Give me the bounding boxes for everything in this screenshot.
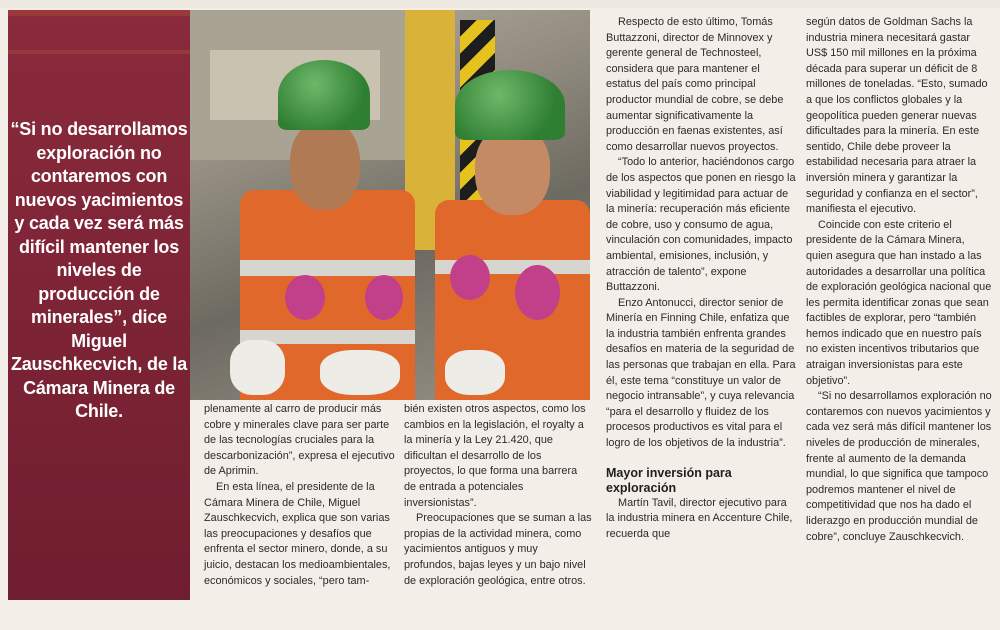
top-border <box>0 0 1000 8</box>
paragraph: Preocupaciones que se suman a las propias de la actividad minera, como yacimientos antiguos y muy profundos, bajas leyes y un bajo nivel de exploración geológica, entre otros. <box>404 512 592 587</box>
paragraph: Respecto de esto último, Tomás Buttazzoni, director de Minnovex y gerente general de Technosteel, considera que para mantener el estatus del país como principal productor mundial de cobre, se debe aumentar significativamente la producción en faenas existentes, así como desarrollar nuevos proyectos. <box>606 16 784 153</box>
article-column-3 <box>606 15 796 542</box>
paragraph: “Si no desarrollamos exploración no contaremos con nuevos yacimientos y cada vez será más difícil mantener los niveles de producción de minerales, frente al aumento de la demanda mundial, lo que significa que tampoco podremos mantener el nivel de competitividad que nos ha dado el liderazgo en producción mundial de cobre”, concluye Zauschkecvich. <box>806 390 992 543</box>
paragraph: Martín Tavil, director ejecutivo para la industria minera en Accenture Chile, recuerda que <box>606 496 793 540</box>
pull-quote-text: “Si no desarrollamos exploración no contaremos con nuevos yacimientos y cada vez será más difícil mantener los niveles de producción de minerales”, <box>10 119 188 327</box>
paragraph: Enzo Antonucci, director senior de Minería en Finning Chile, enfatiza que la industria también enfrenta grandes desafíos en materia de la seguridad de las personas que trabajan en ella. Para él, este tema “constituye un valor de negocio intransable”, y cuya relevancia “para el desarrollo y fluidez de los procesos productivos es vital para el logro de los objetivos de la industria”. <box>606 296 796 450</box>
article-column-2 <box>404 402 592 589</box>
pull-quote-attribution: dice Miguel Zauschkecvich, de la Cámara Minera de Chile. <box>10 307 188 421</box>
paragraph: plenamente al carro de producir más cobre y minerales clave para ser parte de las tecnologías cruciales para la descarbonización”, expresa el ejecutivo de Aprimin. <box>204 403 395 478</box>
section-heading: Mayor inversión para exploración <box>606 465 732 495</box>
paragraph: En esta línea, el presidente de la Cámara Minera de Chile, Miguel Zauschkecvich, explica que son varias las preocupaciones y desafíos que enfrenta el sector minero, donde, a su juicio, destacan los medioambientales, económicos y sociales, “pero tam- <box>204 480 391 587</box>
pull-quote <box>8 118 190 424</box>
worker-man <box>230 50 420 400</box>
worker-woman <box>420 70 590 400</box>
paragraph: según datos de Goldman Sachs la industria minera necesitará gastar US$ 150 mil millones en la próxima década para superar un déficit de 8 millones de toneladas. “Esto, sumado a que los conflictos globales y la geopolítica pueden generar nuevas dificultades para la minería. En este sentido, Chile debe proveer la estabilidad necesaria para atraer la inversión minera y garantizar la seguridad y confianza en el sector”, manifiesta el ejecutivo. <box>806 16 988 216</box>
paragraph: Coincide con este criterio el presidente de la Cámara Minera, quien asegura que han instado a las autoridades a desarrollar una política de exploración geológica nacional que les permita identificar zonas que sean factibles de explorar, pero “también hemos indicado que en nuestro país no existen incentivos tributarios que atraigan inversionistas para este objetivo”. <box>806 218 992 387</box>
miners-photo <box>190 10 590 400</box>
paragraph: “Todo lo anterior, haciéndonos cargo de los aspectos que ponen en riesgo la viabilidad y legitimidad para actuar de la minería: recuperación más eficiente de cobre, uso y consumo de agua, vinculación con comunidades, impacto ambiental, emisiones, inclusión, y atracción de talento”, expone Buttazzoni. <box>606 156 796 294</box>
article-column-4 <box>806 15 994 545</box>
paragraph: bién existen otros aspectos, como los cambios en la legislación, el royalty a la minería y la Ley 21.420, que dificultan el desarrollo de los proyectos, lo que forma una barrera de entrada a potenciales inversionistas”. <box>404 403 586 509</box>
article-column-1 <box>204 402 400 589</box>
